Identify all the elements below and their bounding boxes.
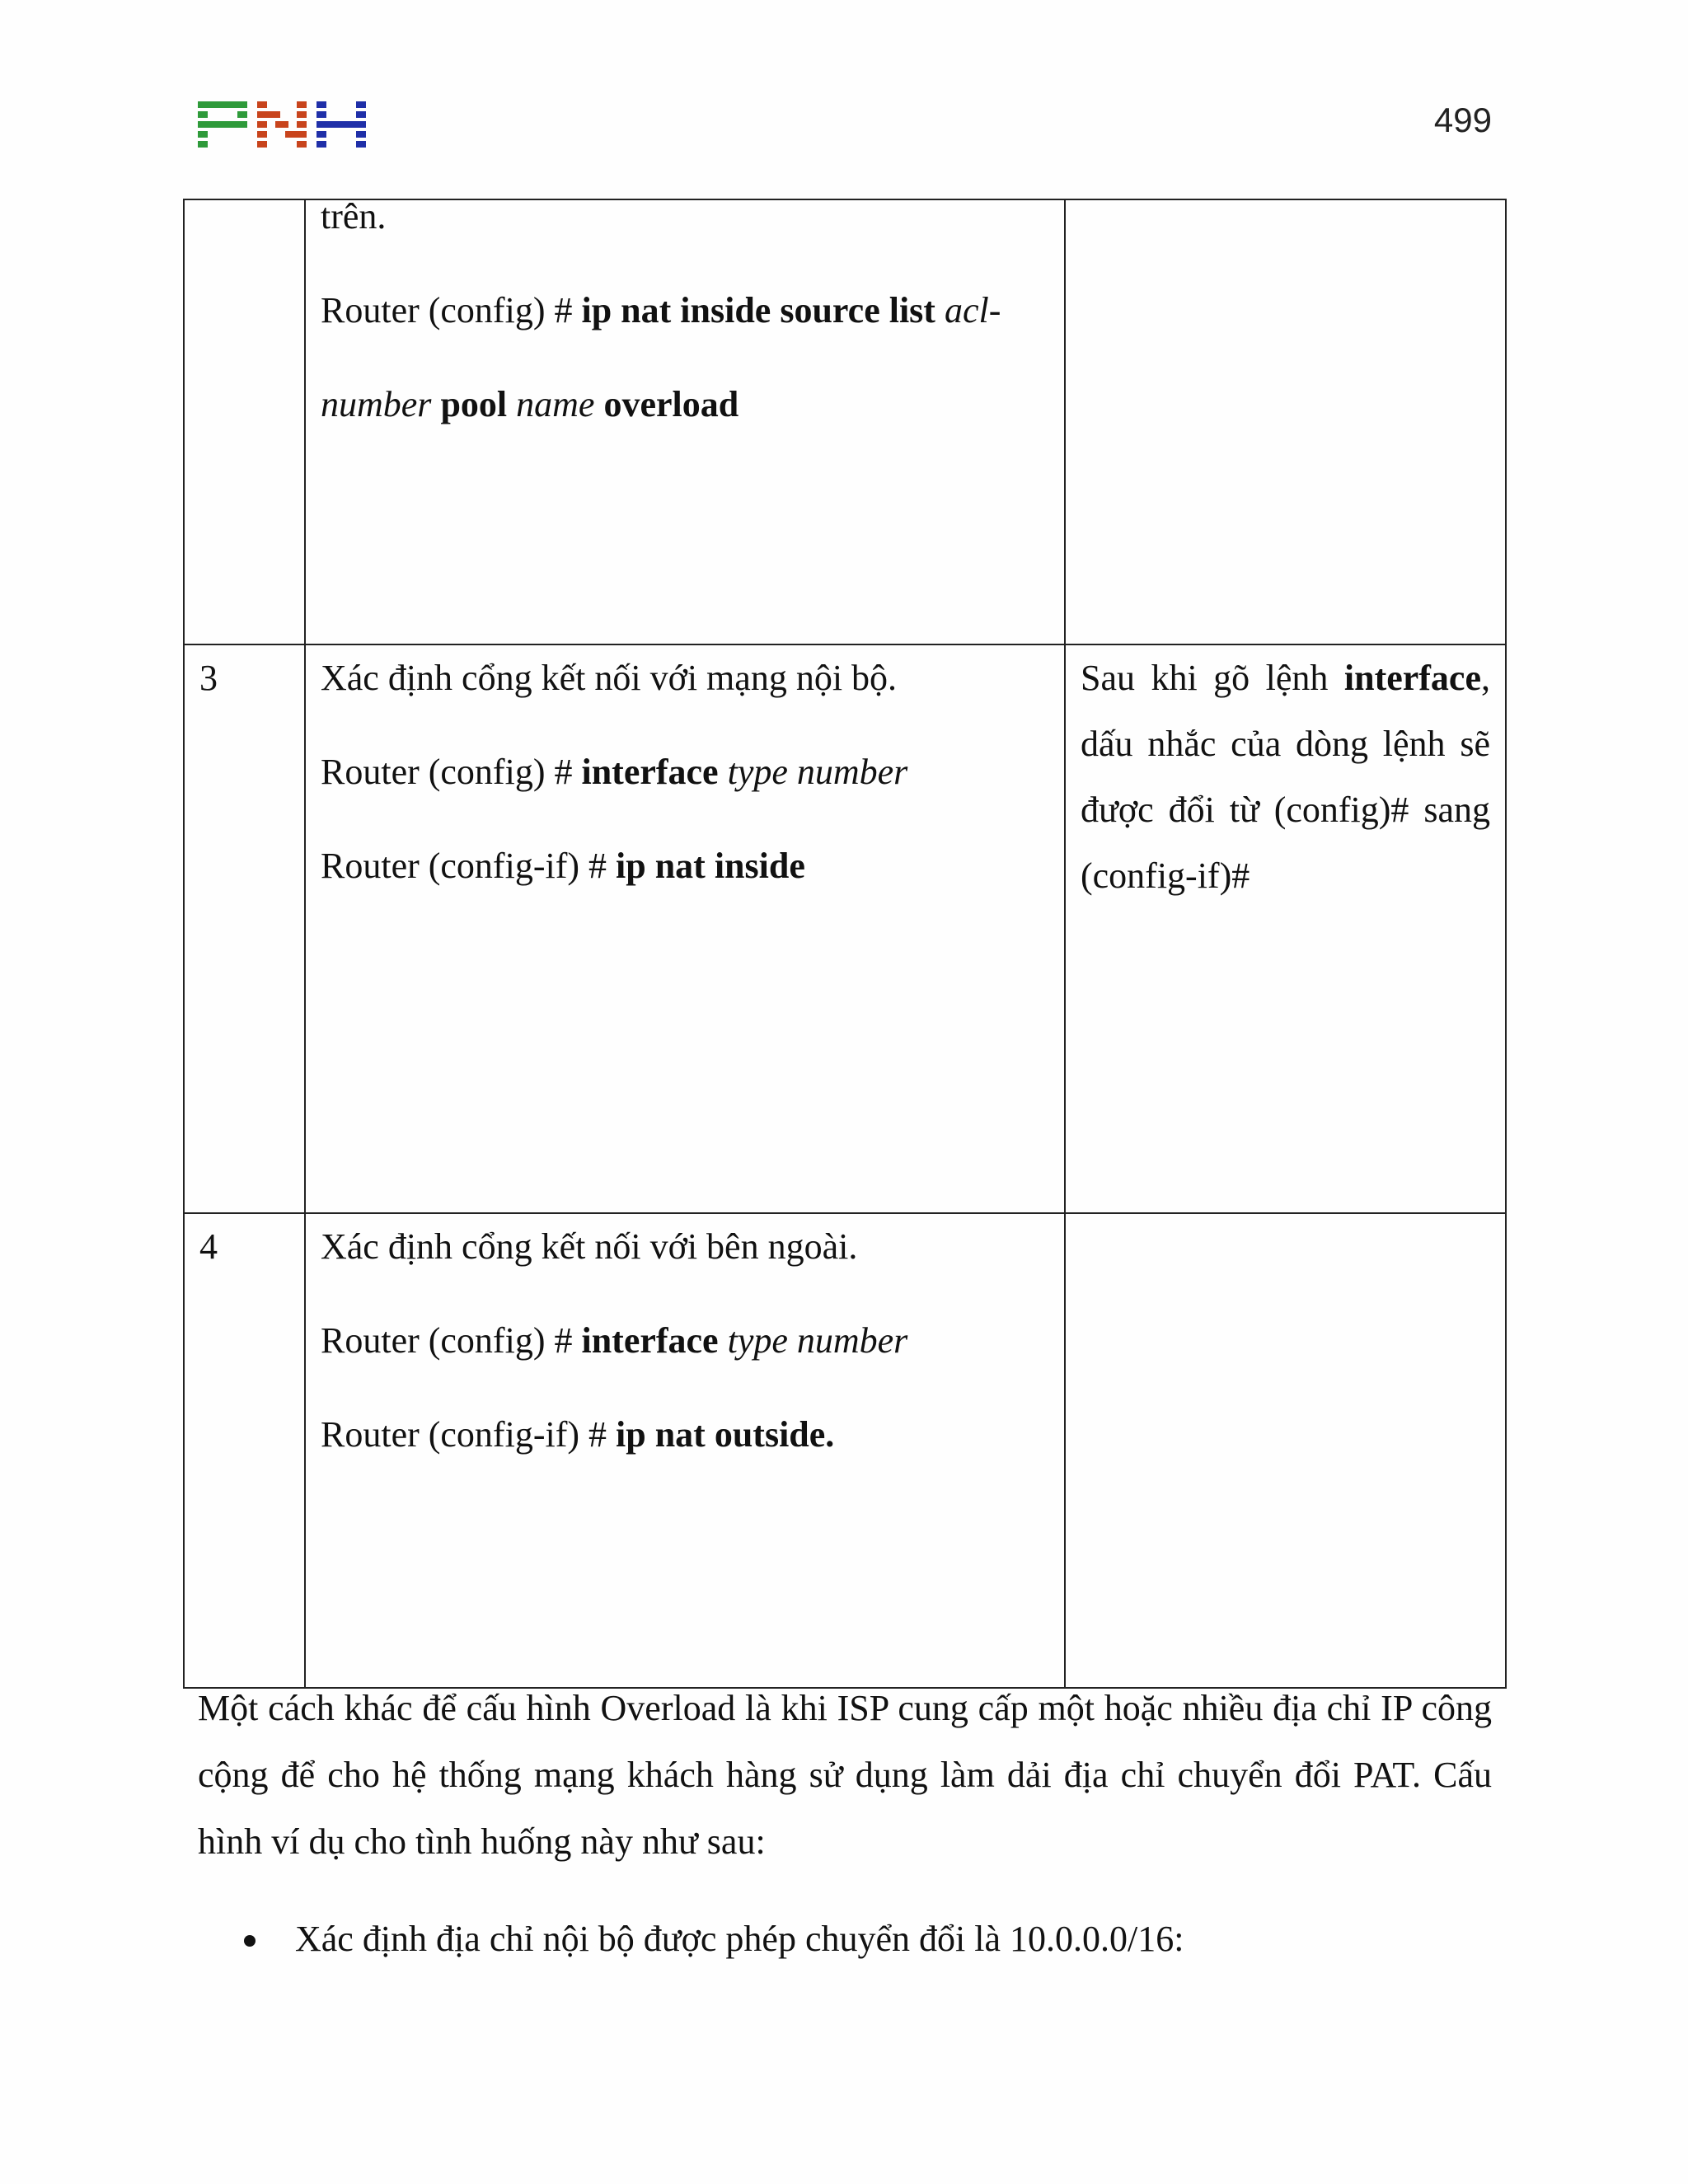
logo-stripe [198, 131, 208, 138]
logo-stripe [356, 101, 366, 108]
text-run: Xác định cổng kết nối với mạng nội bộ. [321, 658, 898, 698]
logo-stripe [316, 111, 326, 118]
step-note-cell [1065, 1213, 1506, 1688]
step-number-cell [184, 199, 305, 644]
italic-text: acl- [935, 290, 1001, 330]
logo-stripe [316, 121, 366, 128]
text-run: Router (config) # [321, 1320, 582, 1361]
page-number: 499 [1433, 101, 1492, 139]
step-command-cell [305, 196, 1065, 644]
italic-text: name [516, 384, 595, 424]
body-paragraph: Một cách khác để cấu hình Overload là khi ISP cung cấp một hoặc nhiều địa chỉ IP công cộng để cho hệ thống mạng khách hàng sử dụng làm dải địa chỉ chuyển đổi PAT. Cấu hình ví dụ cho tình huống này như sau: [198, 1688, 1492, 1862]
text-run: , dấu nhắc của dòng lệnh sẽ được đổi từ (config)# sang (config-if)# [1081, 658, 1490, 896]
logo-stripe [257, 121, 267, 128]
bold-text: interface [581, 1320, 719, 1361]
command-line [321, 1308, 1049, 1374]
text-run: Xác định cổng kết nối với bên ngoài. [321, 1226, 858, 1267]
logo-stripe [297, 141, 307, 148]
step-number-cell [184, 1213, 305, 1688]
step-number-cell [184, 644, 305, 1213]
logo-stripe [297, 111, 307, 118]
step-note-cell [1065, 199, 1506, 644]
command-line [321, 278, 1049, 344]
bold-text: pool [431, 384, 517, 424]
logo-stripe [356, 141, 366, 148]
logo-stripe [257, 131, 267, 138]
logo-stripe [198, 141, 208, 148]
step-number: 4 [199, 1226, 218, 1267]
command-line [321, 739, 1049, 805]
configuration-steps-table [183, 196, 1507, 1689]
command-line [321, 1402, 1049, 1468]
table-row [184, 1213, 1506, 1688]
step-number: 3 [199, 658, 218, 698]
step-note-cell [1065, 644, 1506, 1213]
command-line [321, 833, 1049, 899]
text-run: Router (config) # [321, 290, 582, 330]
command-line [321, 645, 1049, 711]
command-line [321, 1214, 1049, 1280]
logo-stripe [356, 131, 366, 138]
command-line [321, 372, 1049, 438]
text-run: Sau khi gõ lệnh [1081, 658, 1344, 698]
logo-stripe [316, 141, 326, 148]
list-item [244, 1906, 1184, 1972]
logo-stripe [257, 141, 267, 148]
list-item-text: Xác định địa chỉ nội bộ được phép chuyển đổi là 10.0.0.0/16: [295, 1919, 1184, 1959]
table-row [184, 644, 1506, 1213]
logo-stripe [316, 101, 326, 108]
logo-stripe [297, 121, 307, 128]
command-line [321, 184, 1049, 250]
logo-stripe [198, 121, 247, 128]
logo-stripe [316, 131, 326, 138]
italic-text: number [321, 384, 432, 424]
pnh-logo [198, 101, 367, 148]
logo-stripe [198, 101, 247, 108]
table-row [184, 199, 1506, 644]
text-run: Router (config) # [321, 752, 582, 792]
bold-text: ip nat outside. [616, 1414, 835, 1455]
logo-stripe [257, 111, 280, 118]
step-command-cell [305, 644, 1065, 1213]
logo-stripe [257, 101, 267, 108]
bold-text: ip nat inside source list [581, 290, 935, 330]
logo-stripe [275, 121, 288, 128]
logo-stripe [237, 111, 247, 118]
bullet-icon [244, 1935, 256, 1947]
italic-text: type number [718, 1320, 908, 1361]
logo-stripe [198, 111, 208, 118]
italic-text: type number [718, 752, 908, 792]
text-run: trên. [321, 196, 387, 237]
text-run: Router (config-if) # [321, 846, 616, 886]
bold-text: overload [594, 384, 739, 424]
logo-stripe [297, 101, 307, 108]
bold-text: ip nat inside [616, 846, 805, 886]
logo-stripe [356, 111, 366, 118]
bold-text: interface [581, 752, 719, 792]
step-note [1081, 645, 1490, 909]
logo-stripe [285, 131, 307, 138]
bold-text: interface [1343, 658, 1481, 698]
step-command-cell [305, 1213, 1065, 1688]
text-run: Router (config-if) # [321, 1414, 616, 1455]
